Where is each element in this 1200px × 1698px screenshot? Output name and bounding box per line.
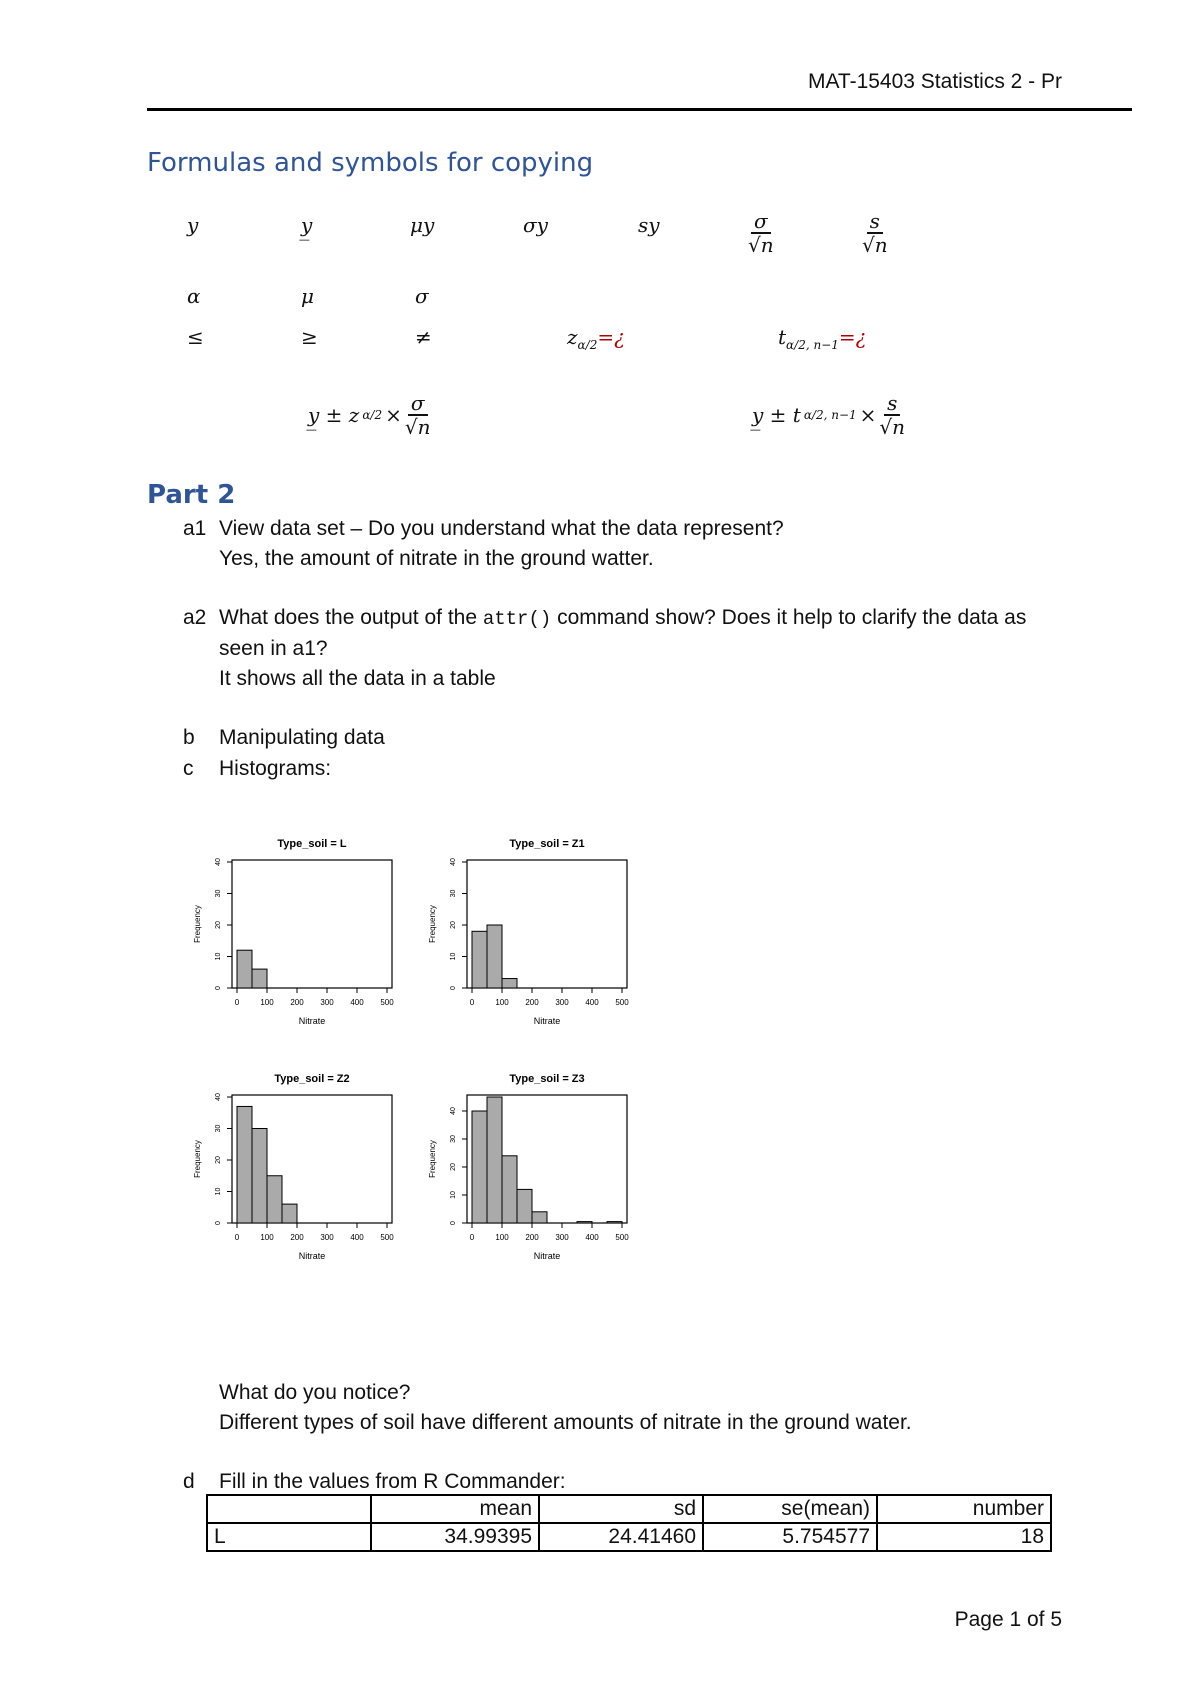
histogram-bar (267, 1176, 282, 1223)
x-axis-label: Nitrate (298, 1251, 326, 1261)
x-tick-label: 300 (320, 1233, 334, 1242)
x-tick-label: 200 (525, 1233, 539, 1242)
y-tick-label: 30 (450, 1135, 457, 1143)
x-tick-label: 100 (260, 1233, 274, 1242)
y-tick-label: 10 (450, 952, 457, 961)
y-tick-label: 10 (215, 1187, 222, 1196)
c-text: Histograms: (219, 757, 332, 780)
histogram-bar (487, 1097, 502, 1223)
z-critical-value (567, 325, 625, 352)
symbol-neq: ≠ (415, 325, 432, 349)
attr-command: attr() (482, 608, 552, 630)
x-tick-label: 0 (469, 1233, 475, 1242)
header-cell: sd (539, 1495, 703, 1523)
table-row (207, 1523, 1051, 1551)
x-tick-label: 500 (380, 1233, 394, 1242)
part2-title: Part 2 (147, 480, 236, 510)
symbol-mu: μ (301, 284, 314, 308)
z-subscript: α/2 (577, 338, 598, 352)
chart-title: Type_soil = Z1 (509, 838, 585, 850)
frac-numerator: s (884, 392, 900, 416)
table-cell: 24.41460 (539, 1523, 703, 1551)
t-subscript: α/2, n−1 (786, 338, 839, 352)
x-tick-label: 400 (585, 1233, 599, 1242)
t-equals: =¿ (838, 325, 867, 349)
table-cell: 18 (877, 1523, 1051, 1551)
b-label: b (183, 726, 195, 749)
x-axis-label: Nitrate (533, 1016, 561, 1026)
chart-title: Type_soil = L (277, 838, 347, 850)
x-tick-label: 400 (350, 1233, 364, 1242)
y-tick-label: 0 (450, 1221, 457, 1225)
x-tick-label: 0 (469, 998, 475, 1007)
histogram-bar (237, 1106, 252, 1223)
symbol-alpha: α (187, 284, 201, 308)
frac-numerator: σ (751, 210, 771, 234)
ci-z-lead: y̲ ± z (308, 403, 360, 427)
y-tick-label: 40 (450, 858, 457, 866)
y-tick-label: 40 (215, 1093, 222, 1101)
ci-z-subscript: α/2 (362, 408, 383, 422)
header-rule (147, 108, 1132, 111)
y-axis-label: Frequency (193, 905, 202, 943)
ci-t-subscript: α/2, n−1 (803, 408, 857, 422)
x-tick-label: 300 (555, 1233, 569, 1242)
table-header-row (207, 1495, 1051, 1523)
symbol-y-bar: y̲ (301, 213, 313, 237)
x-axis-label: Nitrate (533, 1251, 561, 1261)
table-cell: 34.99395 (371, 1523, 539, 1551)
formulas-title: Formulas and symbols for copying (147, 148, 594, 178)
a2-label: a2 (183, 606, 207, 629)
table-cell: 5.754577 (703, 1523, 877, 1551)
c-label: c (183, 757, 194, 780)
x-tick-label: 200 (525, 998, 539, 1007)
notice-block (219, 1378, 1059, 1438)
z-equals: =¿ (597, 325, 625, 349)
z-confidence-interval (308, 392, 430, 438)
histogram-panel (180, 830, 650, 1310)
y-axis-label: Frequency (428, 1140, 437, 1178)
x-tick-label: 300 (555, 998, 569, 1007)
chart-title: Type_soil = Z3 (509, 1073, 585, 1085)
symbol-geq: ≥ (301, 325, 318, 349)
header-cell: se(mean) (703, 1495, 877, 1523)
histogram-bar (472, 931, 487, 988)
y-tick-label: 40 (215, 858, 222, 866)
header-cell: mean (371, 1495, 539, 1523)
times-sign: × (385, 403, 402, 427)
d-label: d (183, 1470, 195, 1493)
b-text: Manipulating data (219, 726, 385, 749)
a1-answer: Yes, the amount of nitrate in the ground watter. (219, 547, 654, 570)
y-tick-label: 30 (215, 889, 222, 898)
x-tick-label: 100 (495, 998, 509, 1007)
x-tick-label: 400 (585, 998, 599, 1007)
x-tick-label: 300 (320, 998, 334, 1007)
a2-question (219, 603, 1059, 664)
a1-block (219, 514, 1059, 574)
frac-denominator: √n (748, 233, 774, 257)
x-tick-label: 400 (350, 998, 364, 1007)
summary-table (206, 1494, 1052, 1552)
z-symbol: z (567, 325, 578, 349)
times-sign: × (859, 403, 877, 427)
histogram-bar (502, 979, 517, 988)
symbol-y: y (187, 213, 199, 237)
histogram-bar (252, 1129, 267, 1224)
y-tick-label: 20 (215, 921, 222, 929)
y-tick-label: 0 (215, 1221, 222, 1225)
page-number: Page 1 of 5 (954, 1608, 1062, 1631)
a2-block (219, 603, 1059, 694)
x-tick-label: 0 (234, 998, 240, 1007)
histogram-bar (607, 1222, 622, 1223)
symbol-mu-y: μy (410, 213, 435, 237)
notice-answer: Different types of soil have different amounts of nitrate in the ground water. (219, 1411, 912, 1434)
x-tick-label: 100 (260, 998, 274, 1007)
s-over-sqrt-n (879, 392, 905, 438)
x-tick-label: 0 (234, 1233, 240, 1242)
y-tick-label: 30 (450, 889, 457, 898)
y-tick-label: 0 (215, 986, 222, 990)
chart-title: Type_soil = Z2 (274, 1073, 350, 1085)
a2-question-pre: What does the output of the (219, 606, 483, 629)
histogram-bar (472, 1111, 487, 1223)
frac-denominator: √n (404, 415, 431, 439)
y-tick-label: 20 (450, 921, 457, 929)
histogram-bar (577, 1222, 592, 1223)
symbol-sigma-y: σy (523, 213, 548, 237)
y-axis-label: Frequency (193, 1140, 202, 1178)
frac-denominator: √n (862, 233, 888, 257)
histogram-bar (487, 925, 502, 988)
s-over-sqrt-n (862, 210, 888, 256)
frac-numerator: σ (408, 392, 428, 416)
symbol-s-y: sy (638, 213, 660, 237)
histogram-bar (517, 1189, 532, 1223)
y-tick-label: 10 (215, 952, 222, 961)
x-tick-label: 500 (380, 998, 394, 1007)
x-axis-label: Nitrate (298, 1016, 326, 1026)
d-text: Fill in the values from R Commander: (219, 1470, 566, 1493)
document-header: MAT-15403 Statistics 2 - Pr (807, 70, 1062, 93)
x-tick-label: 100 (495, 1233, 509, 1242)
y-axis-label: Frequency (428, 905, 437, 943)
histogram-bar (252, 969, 267, 988)
sigma-over-sqrt-n (405, 392, 431, 438)
table-cell: L (207, 1523, 371, 1551)
header-cell (207, 1495, 371, 1523)
a1-question: View data set – Do you understand what the data represent? (219, 517, 784, 540)
histogram-bar (502, 1156, 517, 1223)
y-tick-label: 30 (215, 1124, 222, 1133)
y-tick-label: 0 (450, 986, 457, 990)
t-symbol: t (778, 325, 787, 349)
x-tick-label: 500 (615, 998, 629, 1007)
a1-label: a1 (183, 517, 207, 540)
t-critical-value (778, 325, 866, 352)
histogram-bar (282, 1204, 297, 1223)
x-tick-label: 200 (290, 1233, 304, 1242)
x-tick-label: 200 (290, 998, 304, 1007)
ci-t-lead: y̲ ± t (752, 403, 801, 427)
a2-answer: It shows all the data in a table (219, 667, 496, 690)
y-tick-label: 40 (450, 1107, 457, 1115)
y-tick-label: 10 (450, 1191, 457, 1199)
histogram-bar (532, 1212, 547, 1223)
frac-denominator: √n (879, 415, 906, 439)
x-tick-label: 500 (615, 1233, 629, 1242)
header-cell: number (877, 1495, 1051, 1523)
notice-question: What do you notice? (219, 1381, 411, 1404)
y-tick-label: 20 (450, 1163, 457, 1171)
y-tick-label: 20 (215, 1156, 222, 1164)
frac-numerator: s (867, 210, 883, 234)
a2-question-post: command show? Does it help to clarify the data as seen in a1? (219, 606, 1027, 660)
histogram-bar (237, 950, 252, 988)
t-confidence-interval (752, 392, 905, 438)
symbol-leq: ≤ (187, 325, 204, 349)
symbol-sigma: σ (415, 284, 429, 308)
sigma-over-sqrt-n (748, 210, 774, 256)
